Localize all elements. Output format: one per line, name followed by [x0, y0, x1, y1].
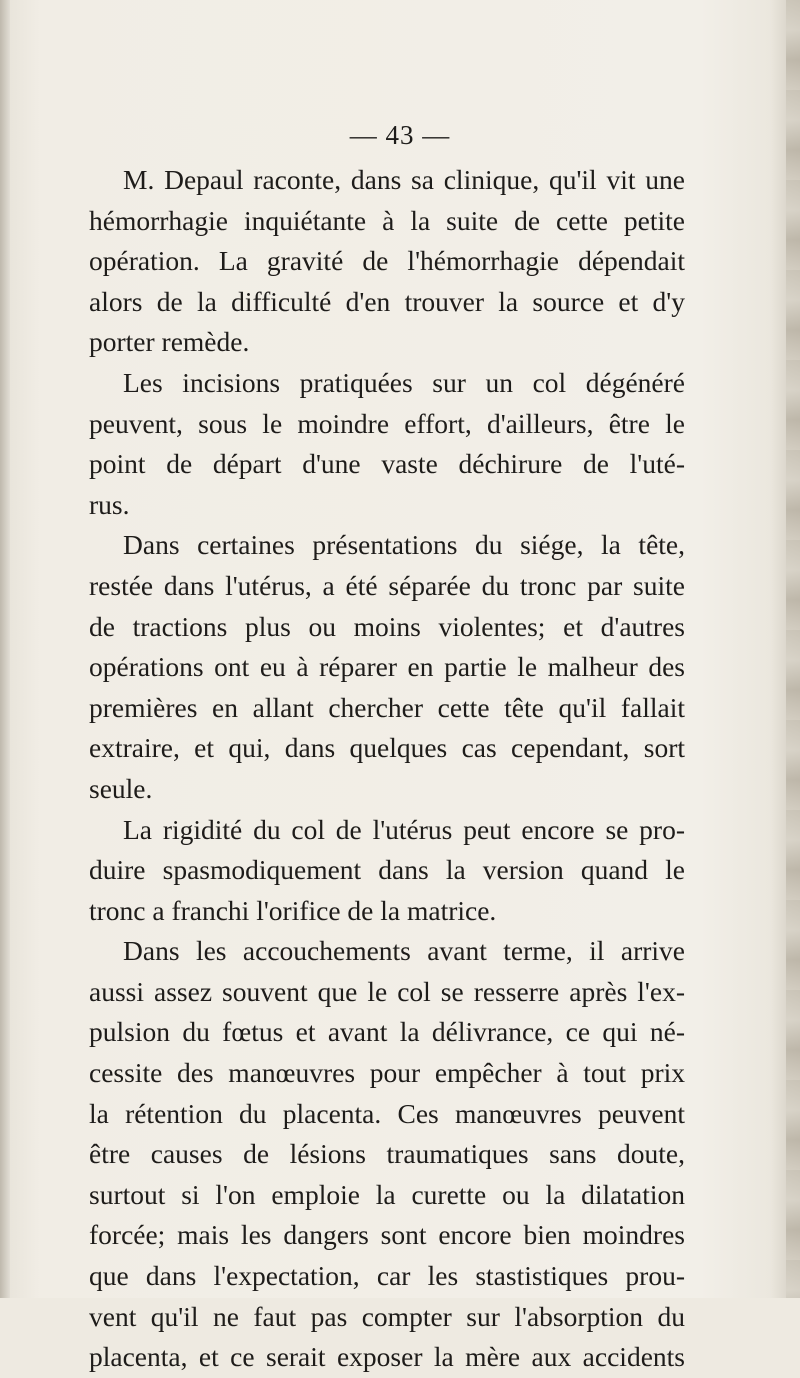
text-line: Dans certaines présentations du siége, la tête,	[123, 529, 685, 561]
text-line: M. Depaul raconte, dans sa clinique, qu'il vit une	[123, 164, 685, 195]
body-text	[89, 160, 685, 1378]
text-line: aussi assez souvent que le col se resserre après l'ex-	[89, 975, 685, 1007]
page-number: — 43 —	[349, 120, 451, 150]
text-line: la rétention du placenta. Ces manœuvres peuvent	[89, 1097, 685, 1129]
text-line: seule.	[89, 772, 153, 804]
text-line: rus.	[89, 488, 130, 520]
text-line: pulsion du fœtus et avant la délivrance, ce qui né-	[89, 1016, 685, 1048]
text-line: point de départ d'une vaste déchirure de l'uté-	[89, 448, 685, 480]
text-line: opération. La gravité de l'hémorrhagie dépendait	[89, 245, 685, 277]
text-line: Les incisions pratiquées sur un col dégénéré	[123, 366, 685, 398]
text-line: surtout si l'on emploie la curette ou la dilatation	[89, 1178, 685, 1210]
text-line: cessite des manœuvres pour empêcher à tout prix	[89, 1057, 685, 1089]
text-line: Dans les accouchements avant terme, il arrive	[123, 935, 685, 967]
text-line: forcée; mais les dangers sont encore bien moindres	[89, 1219, 685, 1251]
text-line: placenta, et ce serait exposer la mère aux accidents	[89, 1341, 685, 1373]
text-line: porter remède.	[89, 326, 250, 358]
text-line: alors de la difficulté d'en trouver la source et d'y	[89, 285, 685, 317]
text-line: de tractions plus ou moins violentes; et d'autres	[89, 610, 685, 642]
text-line: hémorrhagie inquiétante à la suite de cette petite	[89, 204, 685, 236]
text-line: opérations ont eu à réparer en partie le malheur des	[89, 651, 685, 683]
text-line: premières en allant chercher cette tête qu'il fallait	[89, 691, 685, 723]
page-edge-shadow	[786, 0, 800, 1298]
page-gutter-shadow	[0, 0, 10, 1298]
text-line: vent qu'il ne faut pas compter sur l'absorption du	[89, 1300, 685, 1332]
text-line: que dans l'expectation, car les stastistiques prou-	[89, 1260, 685, 1292]
text-line: peuvent, sous le moindre effort, d'ailleurs, être le	[89, 407, 685, 439]
text-line: extraire, et qui, dans quelques cas cependant, sort	[89, 732, 685, 764]
text-line: tronc a franchi l'orifice de la matrice.	[89, 894, 497, 926]
text-line: La rigidité du col de l'utérus peut encore se pro-	[123, 813, 685, 845]
text-line: restée dans l'utérus, a été séparée du tronc par suite	[89, 569, 685, 601]
text-line: duire spasmodiquement dans la version quand le	[89, 854, 685, 886]
text-line: être causes de lésions traumatiques sans doute,	[89, 1138, 685, 1170]
